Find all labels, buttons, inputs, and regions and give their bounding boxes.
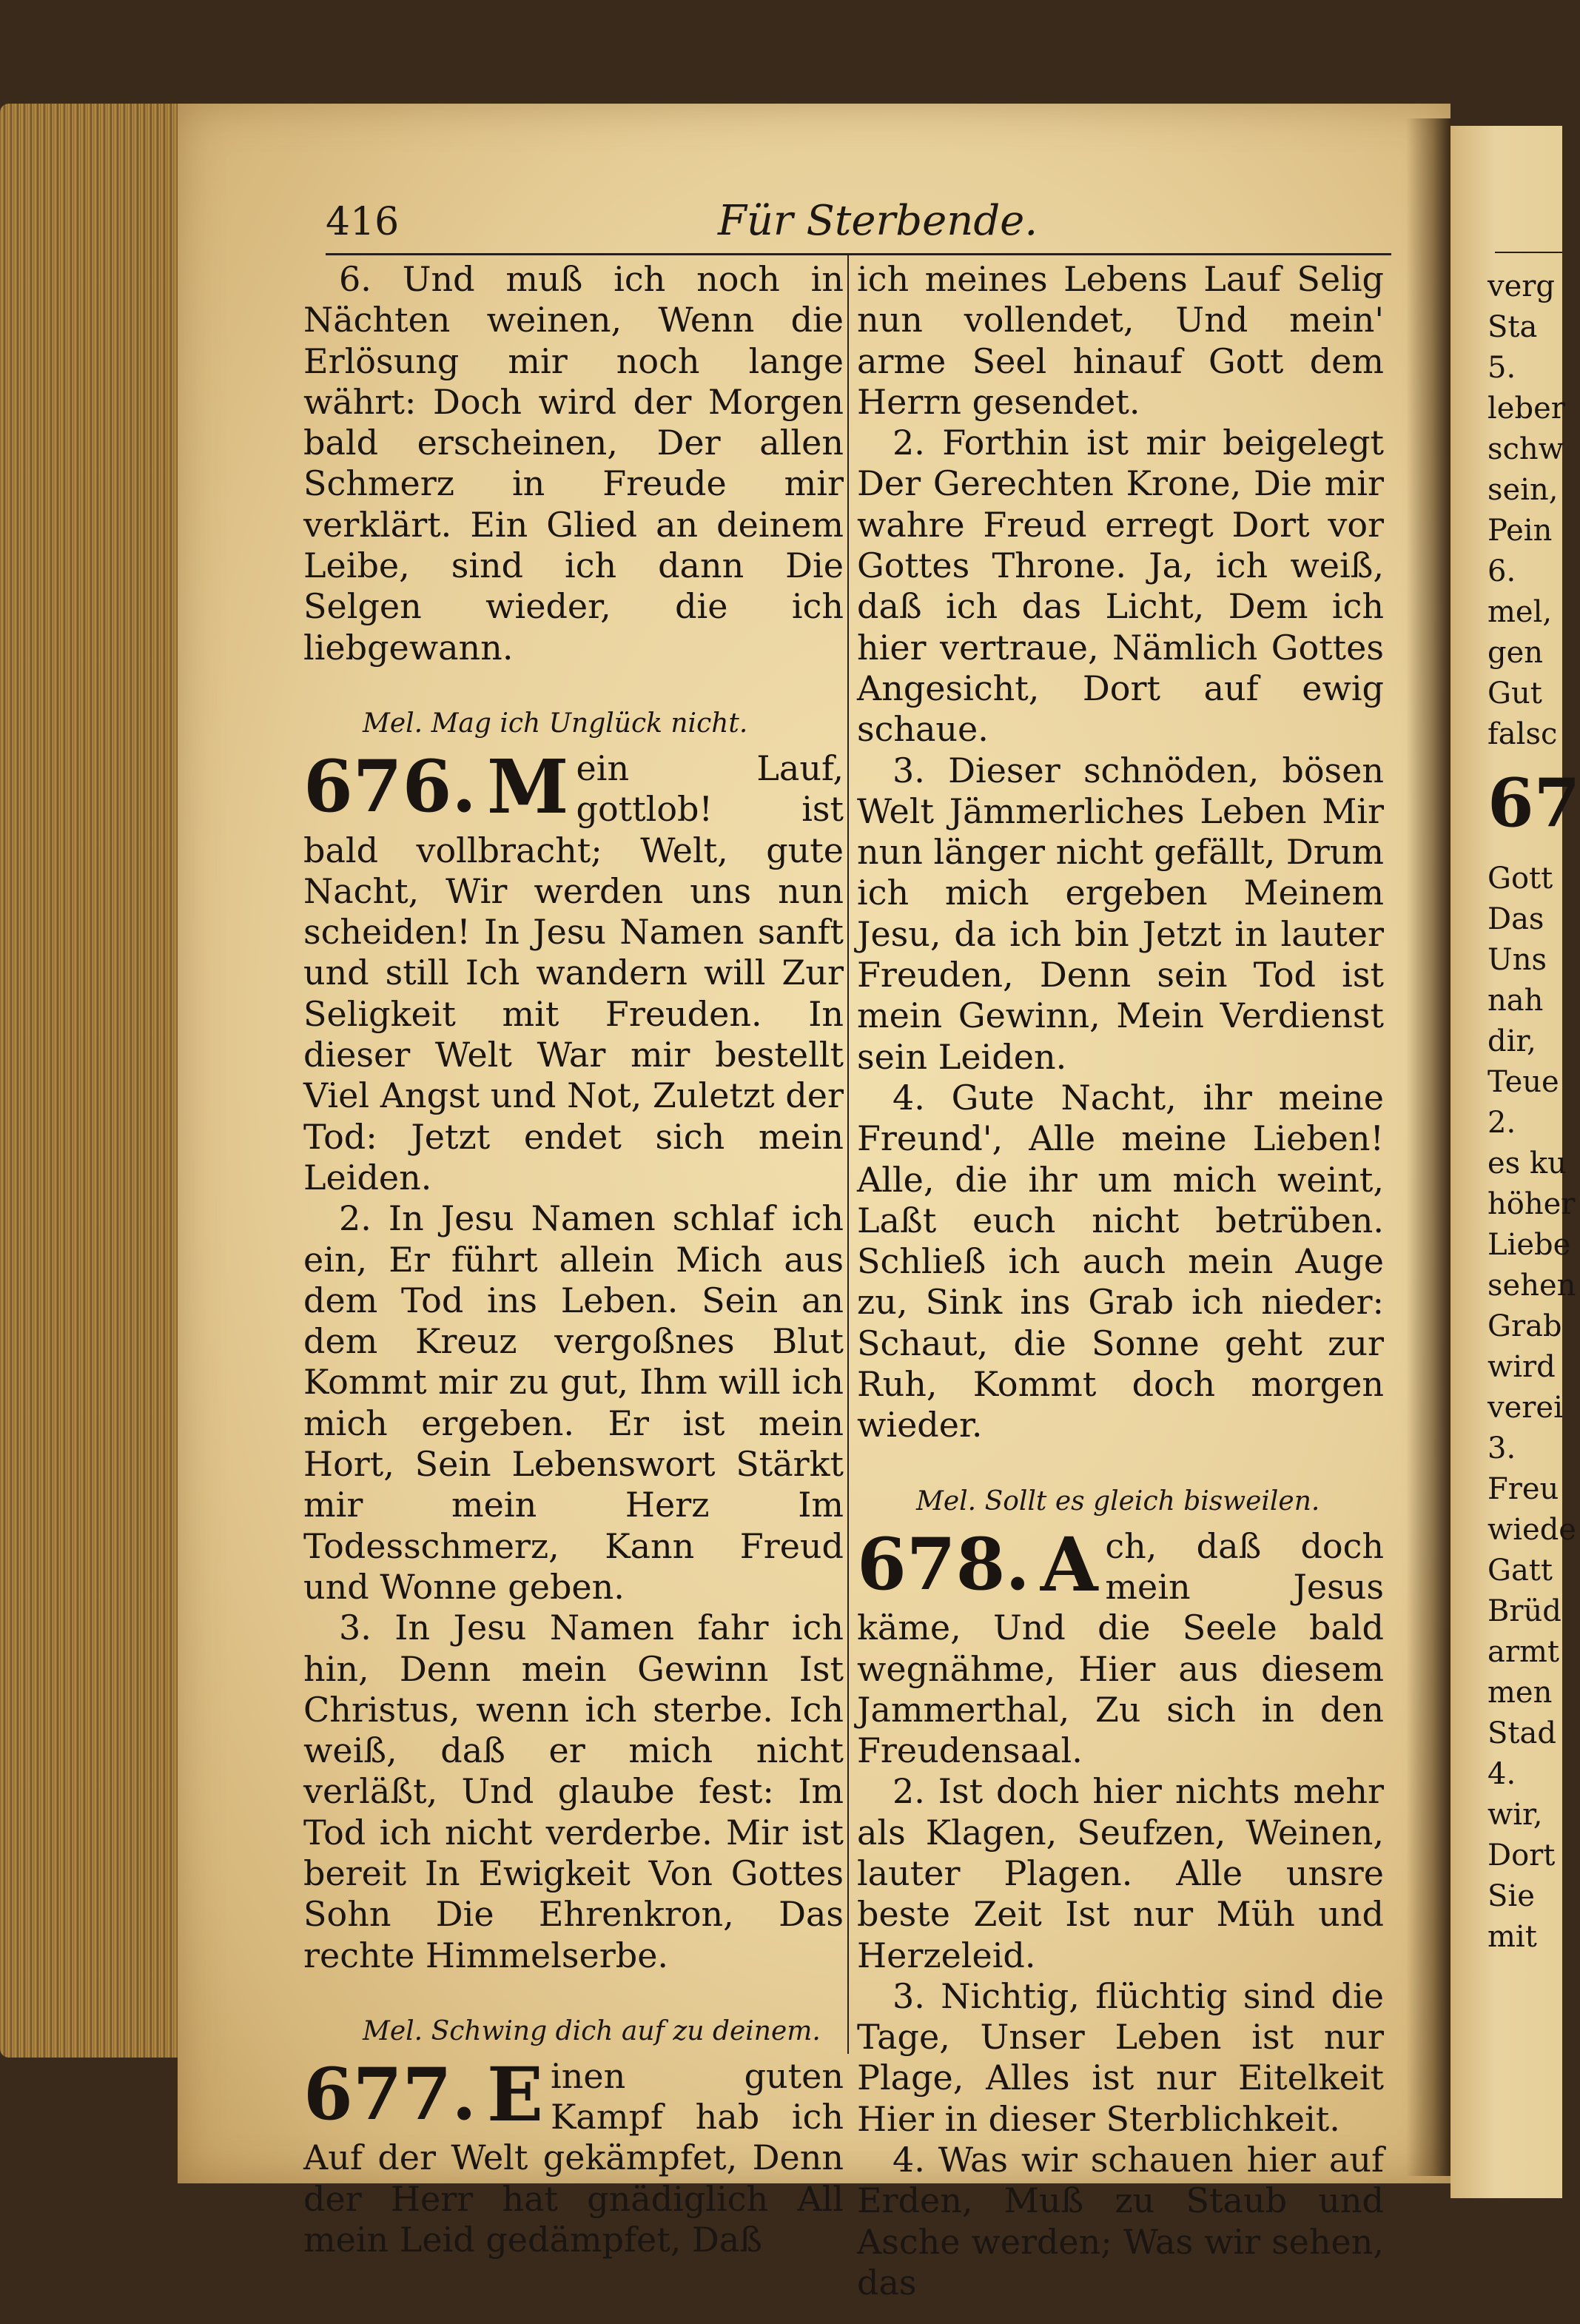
facing-page-fragment: schw bbox=[1487, 432, 1564, 466]
facing-page-fragment: Brüd bbox=[1487, 1594, 1561, 1628]
melody-678: Mel. Sollt es gleich bisweilen. bbox=[916, 1485, 1320, 1517]
facing-page-fragment: es ku bbox=[1487, 1146, 1567, 1181]
facing-page-fragment: Grab bbox=[1487, 1309, 1562, 1343]
facing-page-fragment: Sie bbox=[1487, 1879, 1535, 1913]
verse-6: 6. Und muß ich noch in Nächten weinen, Wenn die Erlösung mir noch lange währt: Doch wird der Morgen bald erscheinen, Der allen Schmerz in Freude mir verklärt. Ein Glied an deinem Leibe, sind ich dann Die Selgen wieder, die ich liebgewann. bbox=[303, 259, 844, 668]
facing-page-fragment: Gut bbox=[1487, 676, 1542, 711]
running-title: Für Sterbende. bbox=[718, 197, 1038, 245]
drop-cap-676: M bbox=[486, 742, 569, 830]
hymn-678-text: ch, daß doch mein Jesus käme, Und die Seele bald wegnähme, Hier aus diesem Jammerthal, Zu sich in den Freudensaal. bbox=[857, 1525, 1384, 1771]
verse-676-3: 3. In Jesu Namen fahr ich hin, Denn mein Gewinn Ist Christus, wenn ich sterbe. Ich weiß, daß er mich nicht verläßt, Und glaube fest: Im Tod ich nicht verderbe. Mir ist bereit In Ewigkeit Von Gottes Sohn Die Ehrenkron, Das rechte Himmelserbe. bbox=[303, 1608, 844, 1975]
facing-page-fragment: gen bbox=[1487, 636, 1544, 670]
facing-page-fragment: Freu bbox=[1487, 1472, 1559, 1506]
facing-page-fragment: Das bbox=[1487, 902, 1544, 936]
facing-page-fragment: men bbox=[1487, 1676, 1553, 1710]
facing-page-fragment: Sta bbox=[1487, 310, 1538, 344]
facing-page-fragment: dir, bbox=[1487, 1024, 1536, 1058]
verse-677-4: 4. Gute Nacht, ihr meine Freund', Alle meine Lieben! Alle, die ihr um mich weint, Laßt euch nicht betrüben. Schließ ich auch mein Auge zu, Sink ins Grab ich nieder: Schaut, die Sonne geht zur Ruh, Kommt doch morgen wieder. bbox=[857, 1077, 1384, 1445]
hymn-number-678: 678. bbox=[857, 1522, 1030, 1606]
right-column bbox=[857, 259, 1384, 2303]
hymn-number-677: 677. bbox=[303, 2052, 477, 2136]
facing-page-fragment: Teue bbox=[1487, 1065, 1559, 1099]
facing-page-fragment: wiede bbox=[1487, 1513, 1576, 1547]
facing-page-fragment: wir, bbox=[1487, 1798, 1543, 1832]
page-header bbox=[326, 194, 1391, 255]
verse-677-3: 3. Dieser schnöden, bösen Welt Jämmerliches Leben Mir nun länger nicht gefällt, Drum ich mich ergeben Meinem Jesu, da ich bin Jetzt in lauter Freuden, Denn sein Tod ist mein Gewinn, Mein Verdienst sein Leiden. bbox=[857, 750, 1384, 1077]
facing-page-fragment: 5. bbox=[1487, 351, 1516, 385]
facing-page-fragment: falsc bbox=[1487, 717, 1558, 751]
verse-678-3: 3. Nichtig, flüchtig sind die Tage, Unser Leben ist nur Plage, Alles ist nur Eitelkeit Hier in dieser Sterblichkeit. bbox=[857, 1975, 1384, 2139]
facing-page-fragment: 2. bbox=[1487, 1106, 1516, 1140]
column-divider bbox=[847, 255, 849, 2054]
page-number: 416 bbox=[326, 200, 400, 244]
facing-page-fragment: armt bbox=[1487, 1635, 1559, 1669]
drop-cap-678: A bbox=[1040, 1520, 1098, 1608]
facing-page-fragment: Liebe bbox=[1487, 1228, 1571, 1262]
facing-page-fragment: verg bbox=[1487, 269, 1555, 303]
facing-page-fragment: Gatt bbox=[1487, 1554, 1553, 1588]
facing-page-fragment: leber bbox=[1487, 392, 1565, 426]
hymn-677 bbox=[303, 2050, 844, 2260]
facing-page-fragment: 67 bbox=[1487, 764, 1580, 842]
facing-page-fragment: mit bbox=[1487, 1920, 1537, 1954]
facing-page-fragment: sehen bbox=[1487, 1269, 1576, 1303]
facing-page-fragment: Dort bbox=[1487, 1838, 1556, 1873]
melody-677: Mel. Schwing dich auf zu deinem. bbox=[363, 2015, 821, 2046]
book-gutter bbox=[1406, 118, 1450, 2176]
hymn-678 bbox=[857, 1520, 1384, 1772]
hymn-676 bbox=[303, 742, 844, 1198]
facing-page-fragment: verei bbox=[1487, 1391, 1563, 1425]
verse-678-2: 2. Ist doch hier nichts mehr als Klagen, Seufzen, Weinen, lauter Plagen. Alle unsre beste Zeit Ist nur Müh und Herzeleid. bbox=[857, 1771, 1384, 1975]
facing-page-fragment: 4. bbox=[1487, 1757, 1516, 1791]
hymn-677-text: inen guten Kampf hab ich Auf der Welt gekämpfet, Denn der Herr hat gnädiglich All mein Leid gedämpfet, Daß bbox=[303, 2055, 844, 2260]
hymn-676-text: ein Lauf, gottlob! ist bald vollbracht; Welt, gute Nacht, Wir werden uns nun scheiden! In Jesu Namen sanft und still Ich wandern will Zur Seligkeit mit Freuden. In dieser Welt War mir bestellt Viel Angst und Not, Zuletzt der Tod: Jetzt endet sich mein Leiden. bbox=[303, 748, 844, 1198]
facing-page-fragment: nah bbox=[1487, 984, 1544, 1018]
facing-page-fragment: Stad bbox=[1487, 1716, 1556, 1750]
facing-page-fragment: sein, bbox=[1487, 473, 1559, 507]
verse-677-2: 2. Forthin ist mir beigelegt Der Gerechten Krone, Die mir wahre Freud erregt Dort vor Gottes Throne. Ja, ich weiß, daß ich das Licht, Dem ich hier vertraue, Nämlich Gottes Angesicht, Dort auf ewig schaue. bbox=[857, 423, 1384, 750]
hymn-number-676: 676. bbox=[303, 744, 477, 828]
hymn-677-continued: ich meines Lebens Lauf Selig nun vollendet, Und mein' arme Seel hinauf Gott dem Herrn gesendet. bbox=[857, 259, 1384, 422]
facing-page-fragment: mel, bbox=[1487, 595, 1553, 629]
facing-page-rule bbox=[1495, 252, 1562, 253]
facing-page-fragment: wird bbox=[1487, 1350, 1556, 1384]
verse-676-2: 2. In Jesu Namen schlaf ich ein, Er führt allein Mich aus dem Tod ins Leben. Sein an dem Kreuz vergoßnes Blut Kommt mir zu gut, Ihm will ich mich ergeben. Er ist mein Hort, Sein Lebenswort Stärkt mir mein Herz Im Todesschmerz, Kann Freud und Wonne geben. bbox=[303, 1198, 844, 1607]
facing-page-fragment: Gott bbox=[1487, 862, 1553, 896]
facing-page-fragment: 6. bbox=[1487, 554, 1516, 588]
left-column bbox=[303, 259, 844, 2260]
verse-678-4: 4. Was wir schauen hier auf Erden, Muß zu Staub und Asche werden; Was wir sehen, das bbox=[857, 2140, 1384, 2303]
book-page-edges bbox=[0, 104, 185, 2058]
facing-page-fragment: höher bbox=[1487, 1187, 1576, 1221]
drop-cap-677: E bbox=[486, 2050, 544, 2138]
melody-676: Mel. Mag ich Unglück nicht. bbox=[363, 708, 748, 739]
facing-page-fragment: 3. bbox=[1487, 1431, 1516, 1465]
facing-page-fragment: Uns bbox=[1487, 943, 1547, 977]
facing-page-fragment: Pein bbox=[1487, 514, 1553, 548]
facing-page-text bbox=[1487, 266, 1580, 1958]
